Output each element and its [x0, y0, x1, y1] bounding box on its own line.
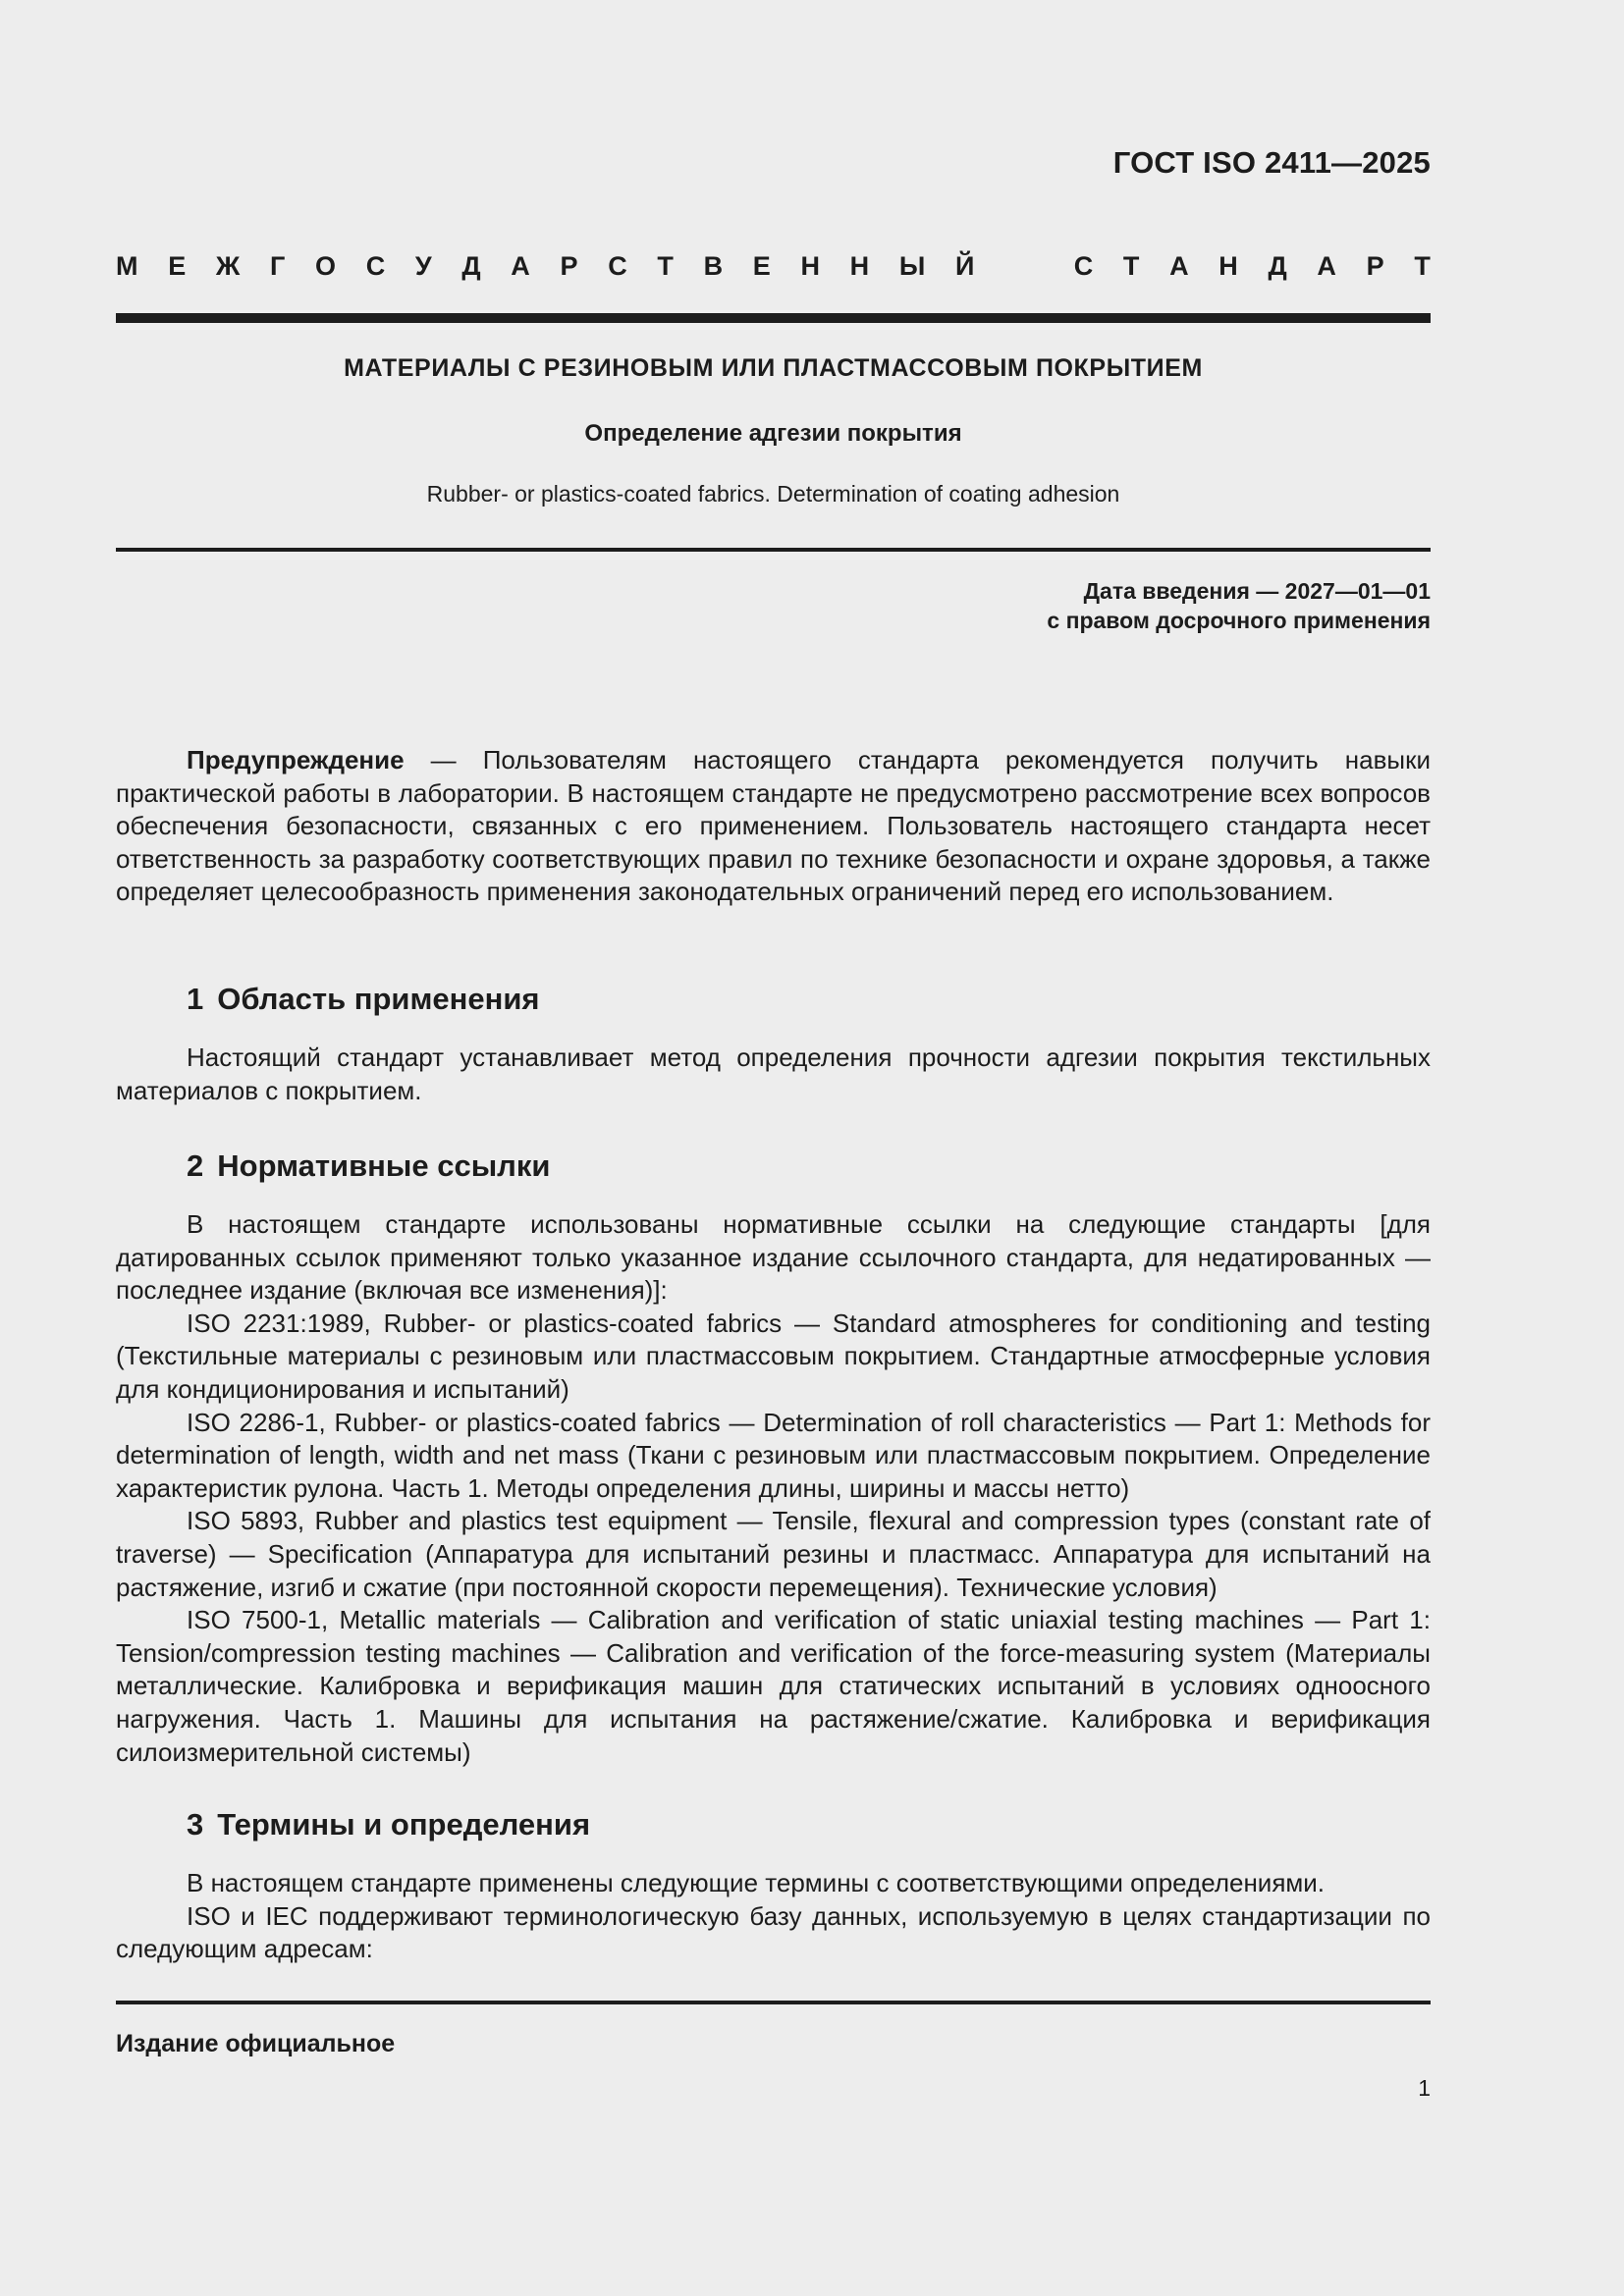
section-body	[116, 1208, 1431, 1769]
standard-type-letter: Г	[269, 251, 286, 281]
section-heading	[187, 1807, 590, 1842]
standard-type-letter: О	[314, 251, 336, 281]
standard-type-letter: Н	[800, 251, 820, 281]
page-number: 1	[1418, 2075, 1431, 2101]
standard-type-letter: Е	[752, 251, 771, 281]
reference-item: ISO 2231:1989, Rubber- or plastics-coated fabrics — Standard atmospheres for conditioning and testing (Текстильные материалы с резиновым или пластмассовым покрытием. Стандартные атмосферные условия для кондиционирования и испытаний)	[116, 1308, 1431, 1404]
standard-type-letter: В	[703, 251, 724, 281]
standard-type-letter: Т	[1122, 251, 1140, 281]
document-code: ГОСТ ISO 2411—2025	[1112, 145, 1431, 180]
warning-paragraph	[116, 744, 1431, 909]
standard-type-heading	[116, 251, 1431, 282]
standard-type-letter: Д	[1268, 251, 1287, 281]
standard-type-letter: Н	[849, 251, 870, 281]
reference-item: ISO 2286-1, Rubber- or plastics-coated fabrics — Determination of roll characteristics — Part 1: Methods for determination of length, width and net mass (Ткани с резиновым или пластмассовым покрытием. Определение характеристик рулона. Часть 1. Методы определения длины, ширины и массы нетто)	[116, 1407, 1431, 1503]
standard-type-letter: Р	[560, 251, 578, 281]
section-title: Нормативные ссылки	[217, 1148, 551, 1183]
standard-type-letter: Й	[954, 251, 975, 281]
section-number: 1	[187, 982, 204, 1016]
official-edition-label: Издание официальное	[116, 2030, 396, 2057]
paragraph: В настоящем стандарте использованы нормативные ссылки на следующие стандарты [для датированных ссылок применяют только указанное издание ссылочного стандарта, для недатированных — последнее издание (включая все изменения)]:	[116, 1209, 1431, 1306]
warning-label: Предупреждение	[187, 745, 405, 774]
section-title: Область применения	[217, 982, 540, 1016]
standard-type-letter: У	[414, 251, 432, 281]
standard-type-letter: С	[1073, 251, 1094, 281]
standard-type-letter: Ж	[215, 251, 241, 281]
standard-type-letter: А	[1317, 251, 1336, 281]
standard-type-letter: С	[608, 251, 627, 281]
section-body	[116, 1041, 1431, 1107]
paragraph: ISO и IEC поддерживают терминологическую базу данных, используемую в целях стандартизации по следующим адресам:	[116, 1900, 1431, 1964]
introduction-date	[1047, 576, 1431, 635]
document-title: МАТЕРИАЛЫ С РЕЗИНОВЫМ ИЛИ ПЛАСТМАССОВЫМ ПОКРЫТИЕМ	[344, 354, 1203, 382]
early-application-line: с правом досрочного применения	[1047, 608, 1431, 633]
reference-item: ISO 5893, Rubber and plastics test equipment — Tensile, flexural and compression types (constant rate of traverse) — Specification (Аппаратура для испытаний резины и пластмасс. Аппаратура для испытаний на растяжение, изгиб и сжатие (при постоянной скорости перемещения). Технические условия)	[116, 1506, 1431, 1602]
thick-divider	[116, 313, 1431, 323]
section-title: Термины и определения	[217, 1807, 591, 1842]
standard-type-letter: М	[116, 251, 138, 281]
section-heading	[187, 982, 540, 1017]
standard-type-letter: Р	[1366, 251, 1384, 281]
standard-type-letter: Ы	[898, 251, 926, 281]
divider	[116, 548, 1431, 552]
footer-divider	[116, 2001, 1431, 2004]
section-number: 3	[187, 1807, 204, 1842]
document-title-english: Rubber- or plastics-coated fabrics. Determination of coating adhesion	[426, 481, 1120, 507]
standard-type-letter: Т	[657, 251, 674, 281]
standard-type-letter: Т	[1414, 251, 1431, 281]
word-gap	[1004, 251, 1044, 282]
standard-type-letter: Д	[461, 251, 481, 281]
introduction-date-line: Дата введения — 2027—01—01	[1083, 578, 1431, 604]
document-subtitle: Определение адгезии покрытия	[584, 420, 962, 447]
section-body	[116, 1867, 1431, 1966]
section-number: 2	[187, 1148, 204, 1183]
standard-type-letter: А	[511, 251, 530, 281]
standard-type-letter: А	[1169, 251, 1189, 281]
standard-type-letter: Е	[168, 251, 187, 281]
standard-type-letter: С	[365, 251, 386, 281]
reference-item: ISO 7500-1, Metallic materials — Calibration and verification of static uniaxial testing machines — Part 1: Tension/compression testing machines — Calibration and verification of the force-measuring system (Материалы металлические. Калибровка и верификация машин для статических испытаний в условиях одноосного нагружения. Часть 1. Машины для испытания на растяжение/сжатие. Калибровка и верификация силоизмерительной системы)	[116, 1605, 1431, 1767]
paragraph: В настоящем стандарте применены следующие термины с соответствующими определениями.	[187, 1868, 1326, 1897]
standard-type-letter: Н	[1218, 251, 1238, 281]
paragraph: Настоящий стандарт устанавливает метод определения прочности адгезии покрытия текстильных материалов с покрытием.	[116, 1042, 1431, 1105]
warning-text: — Пользователям настоящего стандарта рекомендуется получить навыки практической работы в лаборатории. В настоящем стандарте не предусмотрено рассмотрение всех вопросов обеспечения безопасности, связанных с его применением. Пользователь настоящего стандарта несет ответственность за разработку соответствующих правил по технике безопасности и охране здоровья, а также определяет целесообразность применения законодательных ограничений перед его использованием.	[116, 745, 1431, 907]
section-heading	[187, 1148, 550, 1184]
